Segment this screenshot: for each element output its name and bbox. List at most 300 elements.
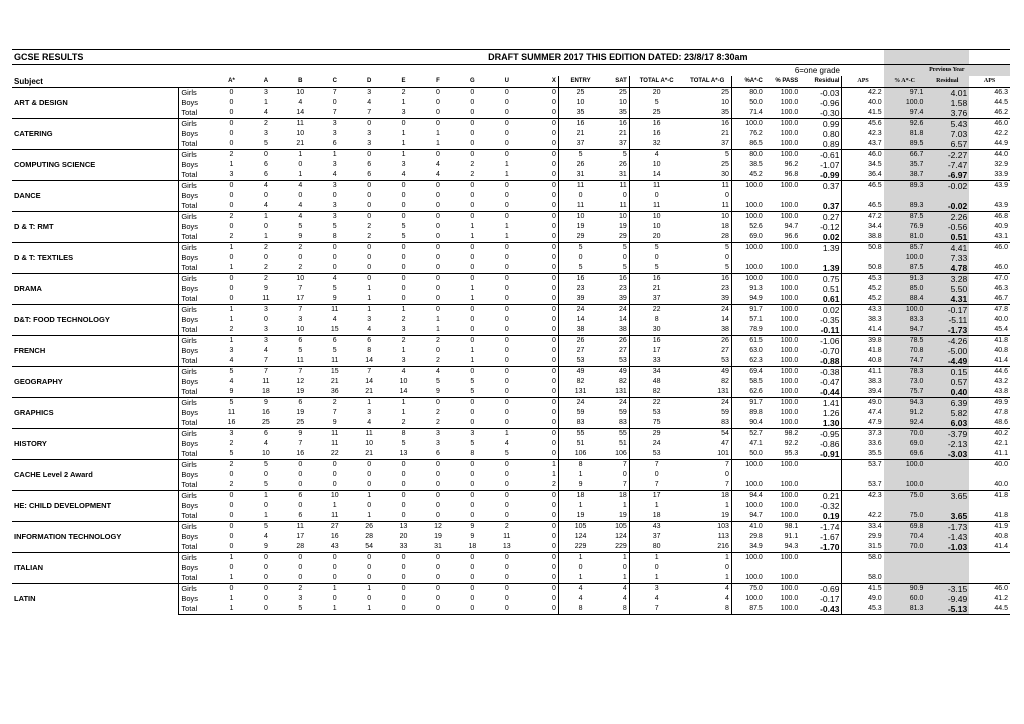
grade-count-cell: 0	[352, 460, 386, 471]
total-ac-cell: 7	[629, 460, 683, 471]
pct-pass-cell: 96.8	[784, 171, 799, 178]
aps-cell: 41.4	[868, 326, 882, 333]
pct-pass-cell	[765, 563, 800, 573]
grade-count-cell: 5	[214, 367, 248, 378]
grade-count-cell: 10	[296, 326, 305, 333]
grade-count-cell: 33	[399, 543, 408, 550]
subject-name: GRAPHICS	[12, 398, 179, 429]
subject-header: Subject	[14, 77, 43, 86]
row-label: Girls	[179, 429, 214, 440]
grade-count-cell: 14	[399, 388, 408, 395]
grade-count-cell: 0	[352, 553, 386, 564]
grade-count-cell: 3	[352, 88, 386, 99]
pct-ac-cell: 63.0	[749, 347, 763, 354]
grade-count-cell: 0	[455, 553, 489, 564]
grade-count-cell: 9	[436, 388, 440, 395]
one-grade-note: 6=one grade	[794, 66, 840, 75]
table-row	[12, 305, 1010, 316]
entry-cell: 25	[558, 88, 602, 99]
prev-residual-cell: 7.03	[925, 129, 969, 139]
prev-aps-cell: 43.1	[994, 233, 1008, 240]
grade-count-cell: 1	[386, 305, 420, 316]
grade-count-cell: 1	[524, 470, 558, 480]
prev-residual-cell: -5.13	[925, 604, 969, 615]
prev-aps-cell: 44.9	[994, 140, 1008, 147]
prev-residual-cell: 6.03	[925, 418, 969, 429]
subject-name: CACHE Level 2 Award	[12, 460, 179, 491]
grade-count-cell: 2	[229, 481, 234, 488]
grade-count-cell: 19	[434, 533, 442, 540]
total-ac-cell: 17	[652, 347, 661, 354]
grade-count-cell: 0	[470, 140, 475, 147]
entry-cell: 39	[576, 295, 585, 302]
row-label: Girls	[179, 367, 214, 378]
prev-residual-cell: -1.03	[925, 542, 969, 553]
grade-count-cell: 0	[470, 99, 475, 106]
total-ac-cell: 1	[654, 574, 659, 581]
grade-count-cell: 0	[352, 119, 386, 130]
total-ac-cell: 0	[654, 471, 659, 478]
grade-count-cell: 0	[455, 274, 489, 285]
sat-cell: 26	[602, 336, 629, 347]
pct-pass-cell: 100.0	[780, 595, 799, 602]
grade-count-cell: 1	[401, 347, 406, 354]
grade-count-cell: 0	[524, 212, 558, 223]
row-label: Boys	[181, 470, 199, 479]
grade-count-cell: 0	[455, 88, 489, 99]
grade-count-cell: 0	[352, 243, 386, 254]
total-ac-cell: 10	[652, 223, 661, 230]
residual-cell: 0.21	[800, 491, 842, 502]
grade-count-cell: 0	[229, 533, 234, 540]
grade-count-cell: 0	[386, 553, 420, 564]
grade-count-cell: 3	[367, 409, 372, 416]
draft-title: DRAFT SUMMER 2017 THIS EDITION DATED: 23/8/17 8:30am	[352, 50, 884, 65]
grade-count-cell: 0	[504, 326, 509, 333]
grade-count-cell: 0	[263, 502, 268, 509]
grade-count-cell: 0	[524, 522, 558, 533]
grade-count-cell: 4	[298, 202, 303, 209]
grade-count-cell: 4	[249, 181, 283, 192]
prev-residual-header: Residual	[925, 76, 969, 88]
prev-residual-cell: -2.13	[925, 439, 969, 449]
grade-count-cell: 0	[367, 574, 372, 581]
table-row	[12, 150, 1010, 161]
sat-cell: 5	[602, 243, 629, 254]
pct-pass-cell: 100.0	[765, 212, 800, 223]
total-ag-cell: 0	[684, 253, 732, 263]
row-label: Girls	[179, 181, 214, 192]
aps-cell	[842, 563, 884, 573]
entry-cell: 105	[558, 522, 602, 533]
aps-cell: 34.5	[868, 161, 882, 168]
grade-count-cell: 0	[524, 88, 558, 99]
pct-pass-cell: 100.0	[765, 553, 800, 564]
grade-header: A	[263, 78, 269, 84]
residual-cell: -0.96	[800, 98, 842, 108]
grade-count-cell: 0	[352, 181, 386, 192]
grade-count-cell: 1	[386, 398, 420, 409]
total-ag-cell: 30	[684, 170, 732, 181]
sat-cell: 124	[602, 532, 629, 542]
prev-residual-cell: 2.26	[925, 212, 969, 223]
prev-aps-cell	[969, 470, 1010, 480]
grade-count-cell: 7	[249, 367, 283, 378]
grade-count-cell: 0	[421, 491, 455, 502]
row-label: Total	[181, 170, 198, 179]
grade-count-cell: 0	[352, 150, 386, 161]
prev-pct-ac-cell: 100.0	[884, 460, 926, 471]
prev-residual-cell: 6.57	[925, 139, 969, 150]
grade-count-cell: 0	[421, 584, 455, 595]
prev-pct-ac-cell: 89.3	[884, 181, 926, 192]
subject-name: ITALIAN	[12, 553, 179, 584]
row-label: Boys	[181, 563, 199, 572]
total-ag-cell: 39	[684, 294, 732, 305]
prev-aps-cell: 32.9	[994, 161, 1008, 168]
table-row	[12, 429, 1010, 440]
grade-count-cell: 22	[330, 450, 339, 457]
sat-cell: 1	[602, 553, 629, 564]
residual-cell: 0.02	[800, 305, 842, 316]
residual-cell	[800, 563, 842, 573]
pct-ac-cell: 41.0	[731, 522, 764, 533]
row-label: Girls	[179, 243, 214, 254]
prev-aps-cell: 45.4	[994, 326, 1008, 333]
grade-count-cell: 0	[401, 192, 406, 199]
residual-header: Residual	[800, 76, 842, 88]
prev-residual-cell: 0.57	[925, 377, 969, 387]
aps-cell: 43.3	[842, 305, 884, 316]
prev-aps-cell: 40.0	[994, 316, 1008, 323]
prev-aps-cell: 47.0	[969, 274, 1010, 285]
entry-header: ENTRY	[570, 78, 591, 84]
entry-cell: 4	[578, 595, 583, 602]
total-ag-cell: 113	[684, 532, 732, 542]
residual-cell: -0.17	[800, 594, 842, 604]
entry-cell: 0	[578, 192, 583, 199]
grade-count-cell: 0	[436, 295, 440, 302]
grade-count-cell: 0	[470, 409, 475, 416]
grade-count-cell: 0	[229, 140, 234, 147]
grade-count-cell: 0	[490, 491, 524, 502]
grade-count-cell: 11	[283, 119, 317, 130]
grade-count-cell: 1	[318, 604, 352, 615]
total-ag-cell: 11	[684, 201, 732, 212]
grade-count-cell: 0	[436, 109, 440, 116]
grade-count-cell: 0	[524, 367, 558, 378]
aps-cell: 45.3	[842, 274, 884, 285]
sat-cell: 5	[602, 150, 629, 161]
pct-pass-cell: 94.3	[784, 543, 799, 550]
grade-count-cell: 6	[332, 140, 337, 147]
grade-count-cell: 1	[229, 574, 234, 581]
grade-count-cell: 0	[504, 357, 509, 364]
grade-count-cell: 3	[401, 161, 406, 168]
grade-count-cell: 0	[263, 595, 268, 602]
sat-cell: 1	[602, 501, 629, 511]
grade-count-cell: 10	[283, 88, 317, 99]
prev-aps-cell: 43.8	[994, 388, 1008, 395]
grade-count-cell: 11	[318, 305, 352, 316]
grade-count-cell: 1	[401, 130, 406, 137]
results-table	[12, 49, 1010, 615]
pct-pass-cell: 100.0	[765, 305, 800, 316]
grade-count-cell: 0	[214, 88, 248, 99]
prev-aps-cell: 33.9	[994, 171, 1008, 178]
pct-ac-cell: 50.0	[749, 99, 763, 106]
prev-residual-cell	[925, 191, 969, 201]
total-ac-cell: 22	[629, 398, 683, 409]
prev-aps-cell: 43.9	[994, 202, 1008, 209]
prev-aps-cell: 40.9	[994, 223, 1008, 230]
grade-count-cell: 11	[331, 440, 339, 447]
pct-ac-cell: 38.5	[749, 161, 763, 168]
entry-cell: 27	[576, 347, 585, 354]
pct-ac-cell: 50.0	[749, 450, 763, 457]
grade-count-cell: 3	[298, 595, 303, 602]
aps-cell: 47.2	[842, 212, 884, 223]
grade-count-cell: 14	[365, 378, 374, 385]
pct-ac-cell: 100.0	[745, 264, 763, 271]
aps-cell: 45.2	[868, 285, 882, 292]
grade-count-cell: 0	[490, 553, 524, 564]
grade-count-cell: 28	[365, 533, 374, 540]
pct-ac-cell: 52.7	[731, 429, 764, 440]
grade-count-cell: 0	[436, 285, 440, 292]
grade-count-cell: 0	[504, 99, 509, 106]
total-ag-cell: 19	[684, 511, 732, 522]
grade-count-cell: 3	[332, 161, 337, 168]
grade-count-cell: 0	[401, 471, 406, 478]
prev-aps-cell: 40.8	[994, 533, 1008, 540]
prev-aps-cell: 41.8	[994, 512, 1008, 519]
entry-cell: 24	[558, 398, 602, 409]
entry-cell: 0	[578, 564, 583, 571]
grade-count-cell: 4	[318, 274, 352, 285]
grade-count-cell: 0	[421, 604, 455, 615]
aps-cell: 53.7	[842, 460, 884, 471]
aps-cell: 50.8	[842, 243, 884, 254]
grade-count-cell: 1	[470, 295, 475, 302]
residual-cell: 0.99	[800, 119, 842, 130]
entry-cell: 1	[558, 553, 602, 564]
prev-aps-cell	[969, 191, 1010, 201]
grade-count-cell: 0	[524, 398, 558, 409]
grade-count-cell: 6	[283, 491, 317, 502]
grade-count-cell: 0	[524, 604, 558, 615]
grade-count-cell: 1	[401, 99, 406, 106]
grade-count-cell: 11	[283, 522, 317, 533]
entry-cell: 38	[576, 326, 585, 333]
residual-cell: 1.41	[800, 398, 842, 409]
grade-count-cell: 0	[504, 316, 509, 323]
row-label: Boys	[181, 284, 199, 293]
grade-count-cell: 4	[401, 171, 406, 178]
sat-cell: 14	[602, 315, 629, 325]
grade-count-cell: 2	[421, 336, 455, 347]
grade-count-cell: 0	[436, 223, 440, 230]
prev-pct-ac-cell: 89.5	[884, 139, 926, 150]
grade-count-cell: 9	[249, 398, 283, 409]
grade-count-cell: 0	[421, 460, 455, 471]
grade-count-cell: 0	[263, 223, 268, 230]
grade-count-cell: 0	[401, 295, 406, 302]
sat-cell: 37	[602, 139, 629, 150]
grade-count-cell: 0	[524, 325, 558, 336]
prev-residual-cell: -0.02	[925, 201, 969, 212]
pct-pass-cell: 100.0	[765, 336, 800, 347]
sat-cell: 38	[602, 325, 629, 336]
row-label: Total	[181, 325, 198, 334]
aps-cell: 46.0	[842, 150, 884, 161]
grade-count-cell: 0	[436, 564, 440, 571]
grade-count-cell: 0	[490, 212, 524, 223]
prev-residual-cell: -6.97	[925, 170, 969, 181]
grade-count-cell: 0	[490, 243, 524, 254]
pct-ac-cell: 61.5	[731, 336, 764, 347]
sat-cell: 23	[602, 284, 629, 294]
aps-cell: 53.7	[868, 481, 882, 488]
row-label: Boys	[181, 377, 199, 386]
grade-count-cell: 0	[263, 574, 268, 581]
grade-count-cell: 1	[367, 285, 372, 292]
total-ac-cell: 16	[652, 130, 661, 137]
grade-count-cell: 0	[504, 595, 509, 602]
aps-cell: 39.4	[868, 388, 882, 395]
entry-cell: 10	[576, 99, 585, 106]
row-label: Boys	[181, 129, 199, 138]
grade-count-cell: 21	[330, 378, 339, 385]
grade-count-cell: 1	[352, 398, 386, 409]
aps-cell	[842, 191, 884, 201]
grade-count-cell: 43	[330, 543, 339, 550]
grade-count-cell: 17	[296, 295, 305, 302]
row-label: Girls	[179, 305, 214, 316]
grade-count-cell: 0	[490, 460, 524, 471]
total-ac-cell: 21	[652, 285, 661, 292]
grade-count-cell: 0	[386, 243, 420, 254]
prev-residual-cell	[925, 501, 969, 511]
grade-count-cell: 0	[490, 305, 524, 316]
grade-count-cell: 0	[455, 460, 489, 471]
prev-residual-cell: -7.47	[925, 160, 969, 170]
prev-residual-cell: 4.31	[925, 294, 969, 305]
row-label: Girls	[179, 398, 214, 409]
entry-cell: 0	[578, 254, 583, 261]
pct-pass-cell: 100.0	[780, 285, 799, 292]
grade-count-cell: 6	[367, 161, 372, 168]
total-ac-cell: 0	[654, 564, 659, 571]
grade-header: D	[366, 78, 372, 84]
grade-count-cell: 11	[296, 357, 304, 364]
pct-pass-cell: 100.0	[780, 264, 799, 271]
grade-count-cell: 8	[470, 450, 475, 457]
grade-count-cell: 11	[227, 409, 236, 416]
prev-aps-cell	[969, 553, 1010, 564]
grade-count-cell: 0	[229, 285, 234, 292]
total-ag-cell: 0	[684, 191, 732, 201]
grade-count-cell: 0	[504, 130, 509, 137]
grade-count-cell: 21	[365, 450, 374, 457]
entry-cell: 5	[578, 264, 583, 271]
sat-cell: 21	[602, 129, 629, 139]
grade-count-cell: 0	[455, 584, 489, 595]
total-ag-cell: 16	[684, 274, 732, 285]
grade-count-cell: 4	[421, 367, 455, 378]
grade-count-cell: 0	[401, 574, 406, 581]
grade-count-cell: 0	[436, 233, 440, 240]
pct-ac-cell: 100.0	[745, 202, 763, 209]
grade-count-cell: 0	[524, 346, 558, 356]
grade-count-cell: 0	[490, 274, 524, 285]
grade-count-cell: 0	[504, 202, 509, 209]
pct-ac-header: %A*-C	[744, 78, 763, 84]
prev-pct-ac-cell: 89.3	[884, 201, 926, 212]
grade-count-cell: 19	[296, 388, 305, 395]
pct-ac-cell: 80.0	[731, 88, 764, 99]
residual-cell: -0.99	[800, 170, 842, 181]
table-row	[12, 367, 1010, 378]
grade-count-cell: 3	[367, 316, 372, 323]
grade-count-cell: 6	[352, 336, 386, 347]
grade-count-cell: 8	[386, 429, 420, 440]
total-ag-cell: 131	[684, 387, 732, 398]
total-ag-cell: 8	[684, 604, 732, 615]
grade-count-cell: 0	[455, 491, 489, 502]
pct-ac-cell: 100.0	[745, 574, 763, 581]
grade-count-cell: 0	[229, 223, 234, 230]
grade-count-cell: 3	[421, 429, 455, 440]
total-ag-cell: 49	[684, 367, 732, 378]
grade-count-cell: 0	[504, 192, 509, 199]
grade-count-cell: 4	[283, 212, 317, 223]
grade-count-cell: 0	[229, 99, 234, 106]
grade-count-cell: 0	[298, 471, 303, 478]
grade-count-cell: 16	[330, 533, 339, 540]
total-ag-cell: 24	[684, 398, 732, 409]
prev-residual-cell: -2.27	[925, 150, 969, 161]
grade-count-cell: 0	[367, 481, 372, 488]
grade-count-cell: 3	[249, 305, 283, 316]
prev-residual-cell	[925, 573, 969, 584]
grade-count-cell: 9	[455, 522, 489, 533]
aps-cell: 45.2	[868, 295, 882, 302]
grade-count-cell: 10	[283, 274, 317, 285]
grade-count-cell: 0	[470, 564, 475, 571]
prev-pct-ac-cell: 78.5	[884, 336, 926, 347]
table-row	[12, 398, 1010, 409]
pct-pass-cell: 100.0	[780, 316, 799, 323]
prev-pct-ac-cell	[884, 573, 926, 584]
grade-count-cell: 0	[386, 604, 420, 615]
grade-count-cell: 2	[318, 398, 352, 409]
grade-count-cell: 0	[524, 542, 558, 553]
grade-count-cell: 0	[470, 502, 475, 509]
grade-count-cell: 0	[421, 212, 455, 223]
grade-count-cell: 0	[470, 109, 475, 116]
grade-count-cell: 8	[332, 233, 337, 240]
grade-count-cell: 5	[470, 378, 475, 385]
grade-count-cell: 3	[401, 109, 406, 116]
residual-cell: -1.70	[800, 542, 842, 553]
grade-header: E	[401, 78, 406, 84]
table-row	[12, 88, 1010, 99]
grade-count-cell: 7	[318, 88, 352, 99]
grade-count-cell: 13	[386, 522, 420, 533]
grade-count-cell: 2	[249, 119, 283, 130]
grade-count-cell: 16	[227, 419, 236, 426]
